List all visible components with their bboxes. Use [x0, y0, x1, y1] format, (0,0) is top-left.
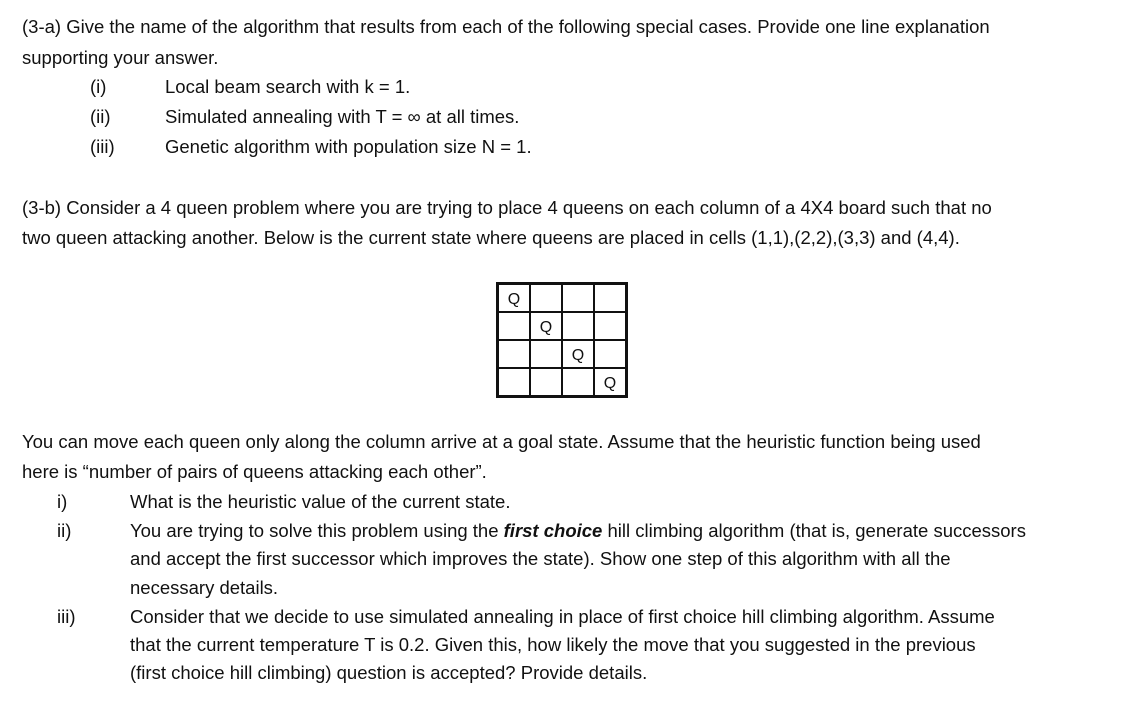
part-b-after-line1: You can move each queen only along the column arrive at a goal state. Assume that the heuristic function being used: [22, 431, 981, 452]
board-cell: [594, 312, 626, 340]
board-cell: Q: [498, 284, 530, 312]
question-2-line1-pre: You are trying to solve this problem using the: [130, 520, 504, 541]
question-3-line1: Consider that we decide to use simulated annealing in place of first choice hill climbing algorithm. Assume: [130, 606, 995, 627]
part-b-line2: two queen attacking another. Below is the current state where queens are placed in cells (1,1),(2,2),(3,3) and (4,4).: [22, 227, 960, 248]
board-cell: Q: [530, 312, 562, 340]
question-1-number: i): [57, 491, 68, 512]
part-a-item-3-numeral: (iii): [90, 136, 115, 157]
part-a-item-2-text: Simulated annealing with T = ∞ at all times.: [165, 106, 520, 127]
part-a-item-1-numeral: (i): [90, 76, 107, 97]
board-cell: [562, 284, 594, 312]
board-cell: [562, 312, 594, 340]
board-cell: Q: [562, 340, 594, 368]
part-a-heading-line2: supporting your answer.: [22, 47, 219, 68]
question-2-line2: and accept the first successor which improves the state). Show one step of this algorithm with all the: [130, 548, 951, 569]
board-cell: [498, 312, 530, 340]
question-1-text: What is the heuristic value of the current state.: [130, 491, 511, 512]
part-a-item-3-text: Genetic algorithm with population size N = 1.: [165, 136, 532, 157]
part-a-item-2-numeral: (ii): [90, 106, 111, 127]
part-b-line1: (3-b) Consider a 4 queen problem where you are trying to place 4 queens on each column of a 4X4 board such that no: [22, 197, 992, 218]
question-3-line3: (first choice hill climbing) question is accepted? Provide details.: [130, 662, 648, 683]
part-a-heading-line1: (3-a) Give the name of the algorithm that results from each of the following special cases. Provide one line explanation: [22, 16, 990, 37]
board-cell: Q: [594, 368, 626, 396]
question-2-line3: necessary details.: [130, 577, 279, 598]
question-3-line2: that the current temperature T is 0.2. Given this, how likely the move that you suggested in the previous: [130, 634, 976, 655]
question-2-line1: [130, 519, 1026, 543]
board-cell: [562, 368, 594, 396]
board-cell: [530, 340, 562, 368]
board-cell: [594, 284, 626, 312]
question-2-number: ii): [57, 520, 72, 541]
board-cell: [498, 368, 530, 396]
board-cell: [498, 340, 530, 368]
chess-board: [496, 282, 628, 398]
first-choice-emphasis: first choice: [503, 520, 603, 541]
board-cell: [530, 284, 562, 312]
part-b-after-line2: here is “number of pairs of queens attacking each other”.: [22, 461, 487, 482]
question-3-number: iii): [57, 606, 76, 627]
board-cell: [530, 368, 562, 396]
board-cell: [594, 340, 626, 368]
question-2-line1-post: hill climbing algorithm (that is, generate successors: [602, 520, 1026, 541]
part-a-item-1-text: Local beam search with k = 1.: [165, 76, 411, 97]
